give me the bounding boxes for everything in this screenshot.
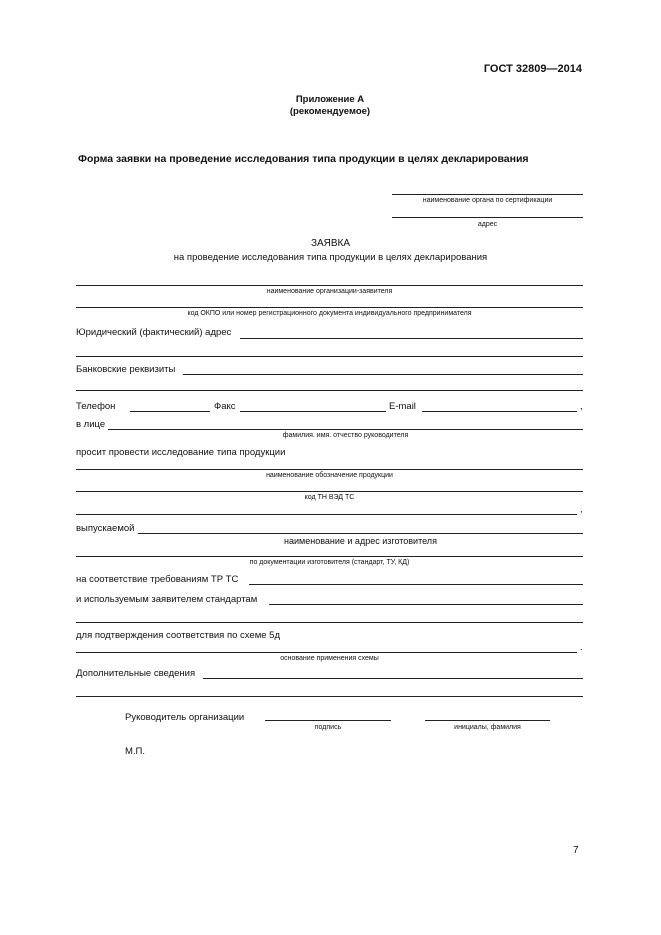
cert-body-line[interactable] <box>392 194 583 195</box>
standards-line[interactable] <box>269 604 583 605</box>
email-line[interactable] <box>422 411 577 412</box>
produced-label: выпускаемой <box>76 523 135 534</box>
legal-address-line-2[interactable] <box>76 356 583 357</box>
fax-line[interactable] <box>240 411 386 412</box>
initials-line[interactable] <box>425 720 550 721</box>
bank-line-2[interactable] <box>76 390 583 391</box>
okpo-caption: код ОКПО или номер регистрационного документа индивидуального предпринимателя <box>187 310 472 317</box>
scheme-basis-caption: основание применения схемы <box>280 655 379 662</box>
email-label: E-mail <box>389 401 416 412</box>
seal-label: М.П. <box>125 746 146 757</box>
bank-label: Банковские реквизиты <box>76 364 176 375</box>
comma-mark-2: , <box>580 504 583 515</box>
standard-number: ГОСТ 32809—2014 <box>483 63 582 75</box>
period-mark: . <box>580 642 583 653</box>
bank-line[interactable] <box>183 374 583 375</box>
phone-line[interactable] <box>130 411 210 412</box>
requests-label: просит провести исследование типа продукции <box>76 447 286 458</box>
manufacturer-line[interactable] <box>138 533 583 534</box>
head-signature-label: Руководитель организации <box>125 712 245 723</box>
legal-address-label: Юридический (фактический) адрес <box>76 327 232 338</box>
tnved-caption: код ТН ВЭД ТС <box>304 494 355 501</box>
scheme-label: для подтверждения соответствия по схеме 5д <box>76 630 280 641</box>
okpo-line[interactable] <box>76 307 583 308</box>
manufacturer-caption: наименование и адрес изготовителя <box>284 536 437 546</box>
in-person-label: в лице <box>76 419 106 430</box>
address-line[interactable] <box>392 217 583 218</box>
comma-mark: , <box>580 401 583 412</box>
standards-line-2[interactable] <box>76 622 583 623</box>
standards-label: и используемым заявителем стандартам <box>76 594 258 605</box>
additional-line[interactable] <box>203 678 583 679</box>
product-line-3[interactable] <box>76 514 577 515</box>
cert-body-caption: наименование органа по сертификации <box>422 197 553 204</box>
manufacturer-docs-caption: по документации изготовителя (стандарт, ТУ, КД) <box>249 559 410 566</box>
additional-line-2[interactable] <box>76 696 583 697</box>
org-name-line[interactable] <box>76 285 583 286</box>
signature-line[interactable] <box>265 720 391 721</box>
initials-caption: инициалы, фамилия <box>454 724 521 731</box>
appendix-title: Приложение А <box>295 94 365 105</box>
address-caption: адрес <box>477 221 498 228</box>
product-name-caption: наименование обозначение продукции <box>266 472 393 479</box>
signature-caption: подпись <box>314 724 342 731</box>
application-title: ЗАЯВКА <box>310 238 351 249</box>
legal-address-line[interactable] <box>240 338 583 339</box>
tnved-line[interactable] <box>76 491 583 492</box>
org-name-caption: наименование организации-заявителя <box>266 288 393 295</box>
appendix-status: (рекомендуемое) <box>289 106 371 117</box>
application-subtitle: на проведение исследования типа продукции в целях декларирования <box>173 252 488 263</box>
fax-label: Факс <box>214 401 236 412</box>
form-title: Форма заявки на проведение исследования типа продукции в целях декларирования <box>78 153 529 165</box>
head-name-caption: фамилия. имя. отчество руководителя <box>282 432 409 439</box>
tr-ts-label: на соответствие требованиям ТР ТС <box>76 574 239 585</box>
product-name-line[interactable] <box>76 469 583 470</box>
page-number: 7 <box>573 845 579 856</box>
manufacturer-docs-line[interactable] <box>76 556 583 557</box>
phone-label: Телефон <box>76 401 116 412</box>
additional-label: Дополнительные сведения <box>76 668 196 679</box>
scheme-basis-line[interactable] <box>76 652 577 653</box>
head-name-line[interactable] <box>108 429 583 430</box>
tr-ts-line[interactable] <box>249 584 583 585</box>
